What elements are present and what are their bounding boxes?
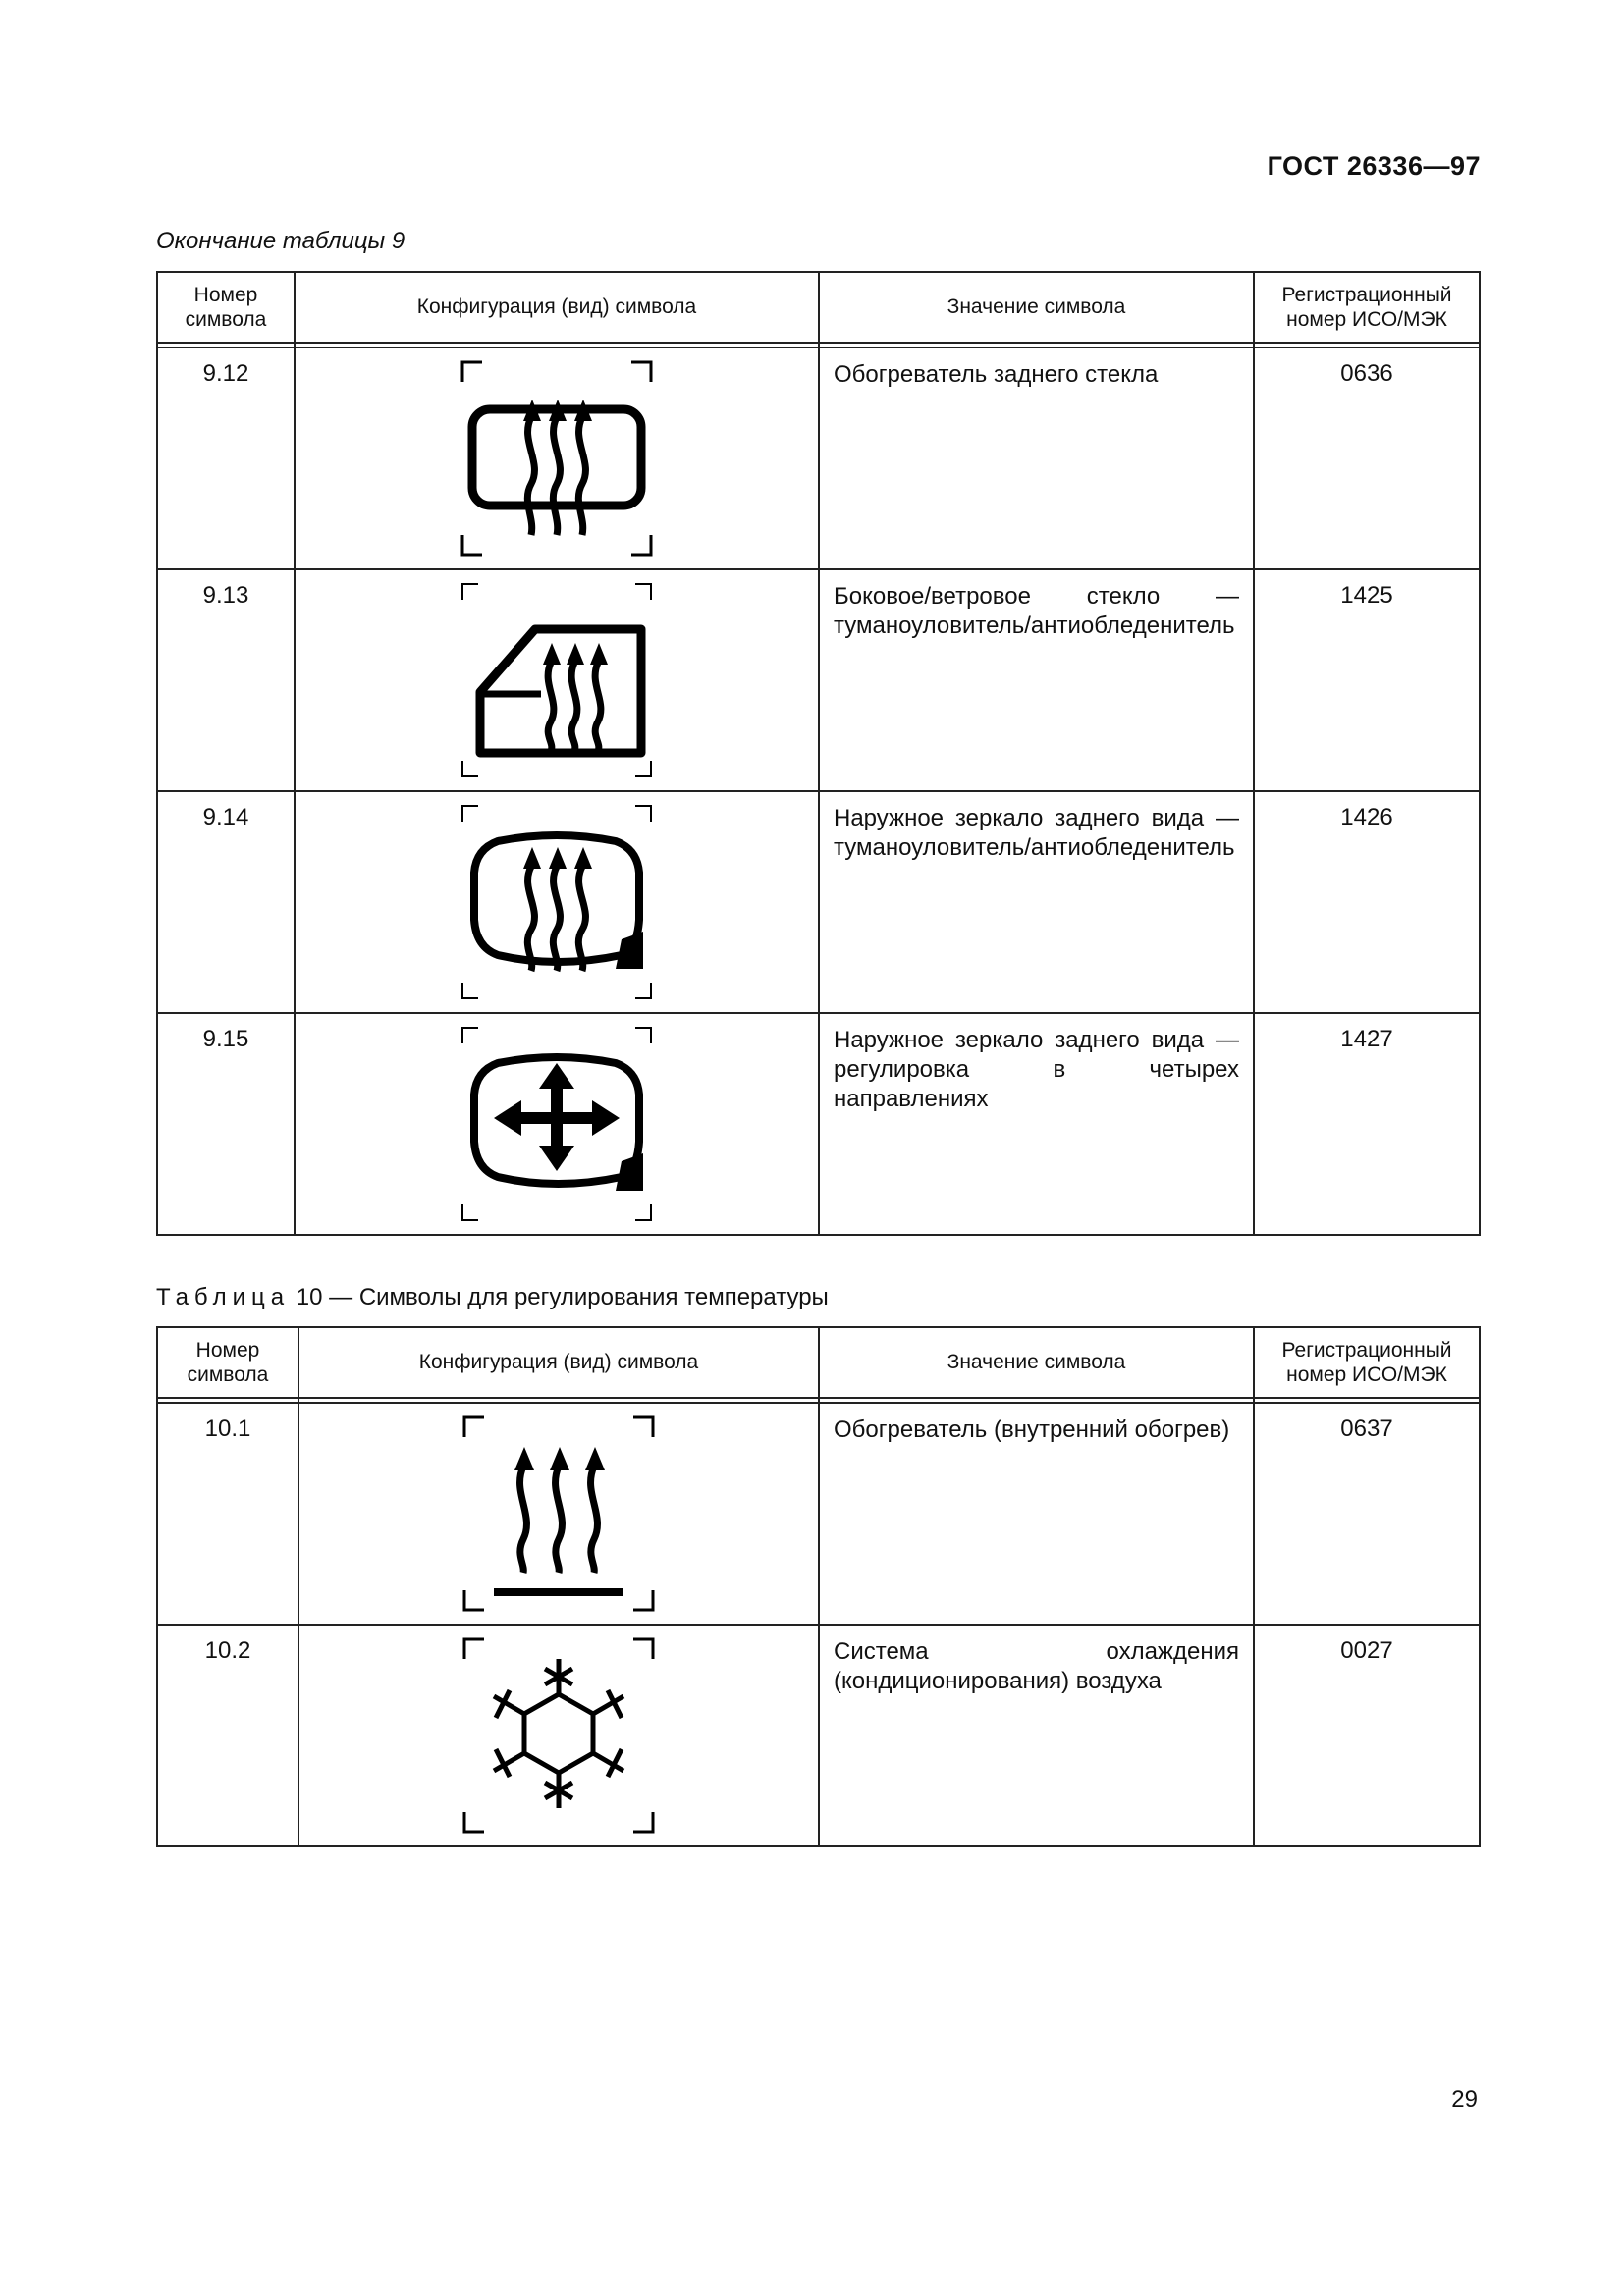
registration-number: 0027 [1254, 1625, 1480, 1846]
registration-number: 1425 [1254, 569, 1480, 791]
symbol-cell [295, 347, 819, 569]
symbol-meaning: Обогреватель заднего стекла [819, 347, 1254, 569]
table9-caption: Окончание таблицы 9 [156, 228, 406, 254]
symbol-meaning: Боковое/ветровое стекло — туманоуловитель/антиобледенитель [819, 569, 1254, 791]
table-row [157, 347, 1480, 569]
table-row [157, 1403, 1480, 1625]
registration-number: 1426 [1254, 791, 1480, 1013]
table-row [157, 1013, 1480, 1235]
table10-caption-word: Таблица [156, 1284, 291, 1310]
symbol-meaning: Наружное зеркало заднего вида — туманоуловитель/антиобледенитель [819, 791, 1254, 1013]
symbol-number: 9.13 [157, 569, 295, 791]
col-header-meaning: Значение символа [819, 272, 1254, 343]
registration-number: 0637 [1254, 1403, 1480, 1625]
symbol-cell [298, 1625, 819, 1846]
table10-caption-title: 10 — Символы для регулирования температуры [296, 1284, 829, 1310]
table10-caption [156, 1284, 829, 1311]
rear-window-defroster-icon [459, 358, 655, 559]
col-header-meaning: Значение символа [819, 1327, 1254, 1398]
air-conditioning-snowflake-icon [460, 1635, 657, 1836]
registration-number: 1427 [1254, 1013, 1480, 1235]
symbol-meaning: Система охлаждения (кондиционирования) воздуха [819, 1625, 1254, 1846]
table9 [156, 271, 1481, 1236]
symbol-meaning: Наружное зеркало заднего вида — регулировка в четырех направлениях [819, 1013, 1254, 1235]
symbol-meaning: Обогреватель (внутренний обогрев) [819, 1403, 1254, 1625]
symbol-number: 10.1 [157, 1403, 298, 1625]
symbol-number: 9.15 [157, 1013, 295, 1235]
side-windshield-demister-icon [459, 580, 655, 780]
col-header-number: Номер символа [157, 272, 295, 343]
col-header-registration: Регистрационный номер ИСО/МЭК [1254, 272, 1480, 343]
heater-icon [460, 1414, 657, 1614]
registration-number: 0636 [1254, 347, 1480, 569]
standard-code: ГОСТ 26336—97 [1267, 151, 1481, 181]
table-row [157, 1625, 1480, 1846]
symbol-number: 9.14 [157, 791, 295, 1013]
table-row [157, 569, 1480, 791]
symbol-cell [295, 791, 819, 1013]
col-header-configuration: Конфигурация (вид) символа [298, 1327, 819, 1398]
table10 [156, 1326, 1481, 1847]
table9-header-row [157, 272, 1480, 343]
col-header-registration: Регистрационный номер ИСО/МЭК [1254, 1327, 1480, 1398]
symbol-cell [295, 569, 819, 791]
symbol-number: 9.12 [157, 347, 295, 569]
outside-mirror-defroster-icon [459, 802, 655, 1002]
table-row [157, 791, 1480, 1013]
col-header-number: Номер символа [157, 1327, 298, 1398]
outside-mirror-four-way-adjust-icon [459, 1024, 655, 1224]
col-header-configuration: Конфигурация (вид) символа [295, 272, 819, 343]
symbol-cell [298, 1403, 819, 1625]
table10-header-row [157, 1327, 1480, 1398]
symbol-cell [295, 1013, 819, 1235]
symbol-number: 10.2 [157, 1625, 298, 1846]
page-number: 29 [1451, 2086, 1478, 2112]
